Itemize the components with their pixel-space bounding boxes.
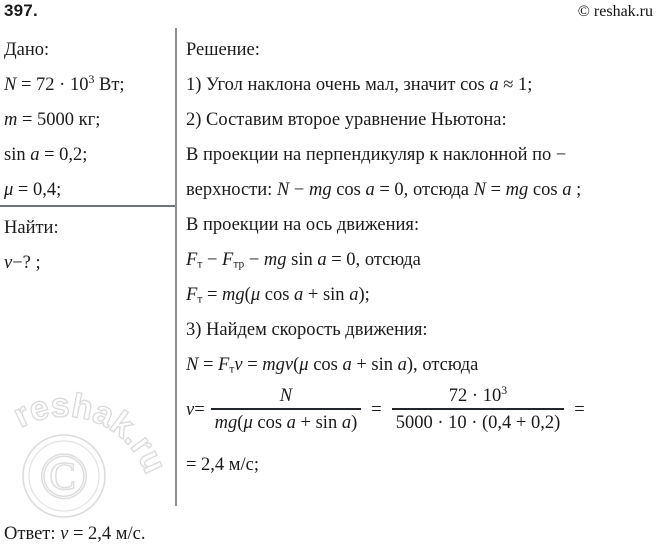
traction-mu: μ <box>250 285 261 305</box>
perp-angle-1: a <box>365 180 375 200</box>
perp-cos-1: cos <box>331 180 366 200</box>
perp-prefix: верхности: <box>186 180 277 200</box>
axis-mg: mg <box>263 250 287 270</box>
power-force-symbol: F <box>218 355 230 375</box>
find-target <box>4 246 172 281</box>
power-mu: μ <box>299 355 309 375</box>
projection-perpendicular-line2 <box>186 173 656 208</box>
solution-step-1 <box>186 68 656 103</box>
given-mu <box>4 173 172 208</box>
find-target-symbol: v <box>4 253 13 273</box>
perp-normal-force: N <box>276 180 290 200</box>
reshak-watermark <box>4 368 204 528</box>
solution-heading: Решение: <box>186 40 260 60</box>
symbolic-numerator <box>274 385 298 408</box>
traction-plus-sin: + sin <box>303 285 350 305</box>
given-mass-symbol: m <box>4 110 18 130</box>
given-column <box>4 33 172 208</box>
symbolic-den-mu: μ <box>243 413 253 433</box>
solution-step-2: 2) Составим второе уравнение Ньютона: <box>186 110 507 130</box>
perp-hence: отсюда <box>412 180 474 200</box>
perp-mg-1: mg <box>308 180 332 200</box>
task-number: 397. <box>4 1 38 20</box>
power-angle-2: a <box>397 355 407 375</box>
perp-equals: = <box>485 180 506 200</box>
given-mass-value: = 5000 кг; <box>17 110 101 130</box>
given-power-symbol: N <box>4 75 17 95</box>
perp-zero: = 0, <box>374 180 413 200</box>
power-close-paren: ), <box>406 355 423 375</box>
given-sin-label: sin <box>4 145 31 165</box>
watermark-outer-ring <box>23 435 105 517</box>
final-answer <box>4 524 145 545</box>
velocity-fraction-equation <box>186 382 589 435</box>
given-power-exponent: 3 <box>88 71 95 86</box>
perp-angle-2: a <box>562 180 572 200</box>
power-equals-2: = <box>242 355 263 375</box>
find-heading: Найти: <box>4 218 59 238</box>
axis-sin: sin <box>286 250 318 270</box>
traction-force-sub: т <box>197 293 203 306</box>
step1-tail: ≈ 1; <box>498 75 533 95</box>
find-target-suffix: −? ; <box>12 253 41 273</box>
perp-end: ; <box>571 180 582 200</box>
velocity-result: = 2,4 м/с; <box>186 455 260 475</box>
numeric-numerator <box>443 382 513 408</box>
power-hence: отсюда <box>422 355 479 375</box>
traction-angle-2: a <box>349 285 359 305</box>
projection-axis-heading: В проекции на ось движения: <box>186 215 420 235</box>
given-power-unit: Вт; <box>94 75 125 95</box>
given-power-value: = 72 · 10 <box>16 75 89 95</box>
axis-force-traction-sub: т <box>197 258 203 271</box>
watermark-copyright-symbol: © <box>38 440 90 513</box>
copyright-notice: © reshak.ru <box>577 3 653 20</box>
traction-open-paren: ( <box>244 285 251 305</box>
traction-force-symbol: F <box>186 285 198 305</box>
answer-value: = 2,4 м/с. <box>68 524 146 544</box>
symbolic-den-open: ( <box>237 413 244 433</box>
given-power <box>4 68 172 103</box>
velocity-equals: = <box>194 399 205 420</box>
given-sin-angle: a <box>30 145 40 165</box>
axis-minus-1: − <box>202 250 223 270</box>
symbolic-numerator-power: N <box>279 386 293 406</box>
traction-angle-1: a <box>294 285 304 305</box>
axis-force-traction: F <box>186 250 198 270</box>
watermark-graphic <box>4 368 204 528</box>
projection-perpendicular-line1: В проекции на перпендикуляр к наклонной по − <box>186 145 567 165</box>
answer-variable: v <box>60 524 69 544</box>
axis-force-friction: F <box>222 250 234 270</box>
power-angle-1: a <box>342 355 352 375</box>
traction-force-equation <box>186 278 656 313</box>
traction-equals: = <box>202 285 223 305</box>
axis-hence: отсюда <box>364 250 421 270</box>
fraction-equals-middle: = <box>371 399 382 420</box>
symbolic-den-close: ) <box>351 413 358 433</box>
given-sin-alpha <box>4 138 172 173</box>
given-sin-value: = 0,2; <box>39 145 88 165</box>
symbolic-den-mg: mg <box>214 413 238 433</box>
perp-normal-force-2: N <box>473 180 486 200</box>
numeric-denominator: 5000 · 10 · (0,4 + 0,2) <box>395 413 561 433</box>
watermark-inner-ring <box>29 441 99 511</box>
symbolic-den-cos: cos <box>252 413 287 433</box>
numeric-numerator-value: 72 · 10 <box>448 386 502 406</box>
given-mass <box>4 103 172 138</box>
traction-cos: cos <box>260 285 295 305</box>
symbolic-den-plus-sin: + sin <box>295 413 342 433</box>
traction-mg: mg <box>222 285 245 305</box>
step1-angle: a <box>489 75 499 95</box>
find-section <box>4 211 172 281</box>
perp-mg-2: mg <box>505 180 529 200</box>
perp-cos-2: cos <box>528 180 563 200</box>
numeric-fraction <box>392 382 565 435</box>
symbolic-fraction <box>211 385 362 435</box>
symbolic-den-angle-1: a <box>286 413 296 433</box>
watermark-text: reshak.ru <box>7 386 174 480</box>
velocity-symbol: v <box>186 399 195 420</box>
power-open-paren: ( <box>293 355 300 375</box>
axis-angle: a <box>317 250 327 270</box>
axis-zero: = 0, <box>326 250 365 270</box>
solution-step-3: 3) Найдем скорость движения: <box>186 320 428 340</box>
axis-equation <box>186 243 656 278</box>
step1-text: 1) Угол наклона очень мал, значит cos <box>186 75 490 95</box>
solution-column <box>186 33 656 383</box>
axis-force-friction-sub: тр <box>233 258 245 271</box>
perp-minus: − <box>289 180 309 200</box>
power-cos: cos <box>308 355 343 375</box>
answer-label: Ответ: <box>4 524 61 544</box>
given-heading: Дано: <box>4 40 50 60</box>
given-mu-value: = 0,4; <box>13 180 62 200</box>
power-equation <box>186 348 656 383</box>
power-mgv: mgv <box>262 355 294 375</box>
power-symbol: N <box>186 355 199 375</box>
power-plus-sin: + sin <box>351 355 398 375</box>
power-equals-1: = <box>198 355 219 375</box>
power-velocity: v <box>234 355 243 375</box>
given-mu-symbol: μ <box>4 180 14 200</box>
vertical-divider <box>175 28 177 506</box>
fraction-equals-trailing: = <box>574 399 585 420</box>
numeric-numerator-exponent: 3 <box>501 382 508 397</box>
traction-close-paren: ); <box>358 285 370 305</box>
axis-minus-2: − <box>244 250 264 270</box>
symbolic-den-angle-2: a <box>341 413 352 433</box>
power-force-sub: т <box>229 363 235 376</box>
symbolic-denominator <box>211 410 362 435</box>
